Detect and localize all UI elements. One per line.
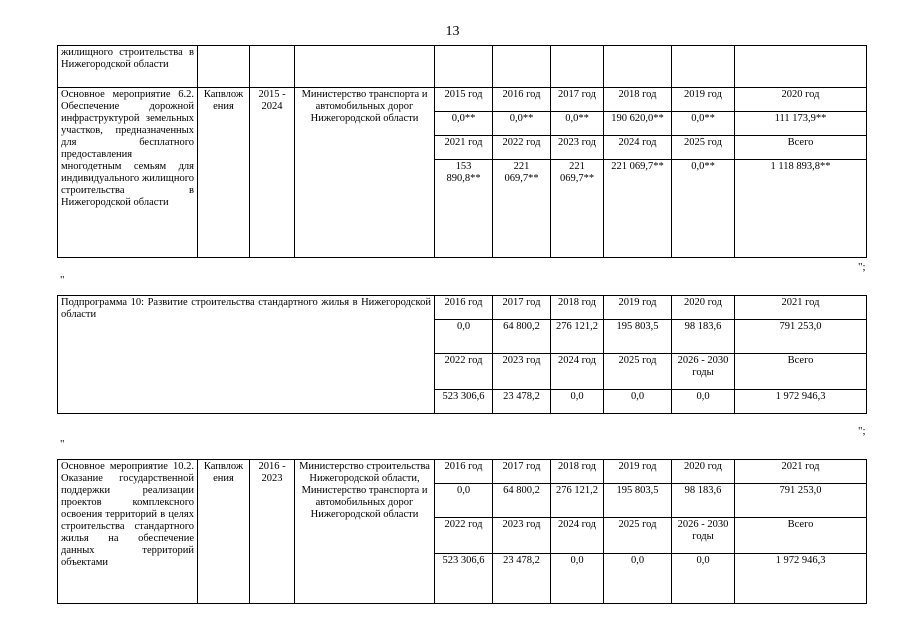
value-cell: 64 800,2 — [493, 484, 551, 518]
year-cell: 2016 год — [493, 88, 551, 112]
year-cell: 2025 год — [672, 136, 735, 160]
year-cell: 2024 год — [604, 136, 672, 160]
executor: Министерство транспорта и автомобильных дорог Нижегородской области — [295, 88, 435, 258]
year-cell: 2026 - 2030 годы — [672, 354, 735, 390]
value-cell: 0,0** — [435, 112, 493, 136]
table-subprogram-10 — [57, 295, 867, 414]
page-number: 13 — [445, 24, 460, 39]
value-cell: 0,0 — [604, 554, 672, 604]
year-cell: 2024 год — [551, 354, 604, 390]
year-cell: 2022 год — [435, 518, 493, 554]
year-cell: 2016 год — [435, 296, 493, 320]
year-cell: Всего — [735, 354, 867, 390]
value-cell: 0,0 — [551, 390, 604, 414]
year-cell: 2018 год — [551, 460, 604, 484]
value-cell: 0,0 — [435, 484, 493, 518]
year-cell: 2017 год — [551, 88, 604, 112]
value-cell: 23 478,2 — [493, 554, 551, 604]
carry-over-text: жилищного строительства в Нижегородской области — [58, 46, 198, 88]
funding-type: Капвлож ения — [198, 88, 250, 258]
year-cell: 2025 год — [604, 354, 672, 390]
value-cell: 221 069,7** — [551, 160, 604, 258]
year-cell: 2021 год — [735, 296, 867, 320]
activity-name: Основное мероприятие 6.2. Обеспечение дорожной инфраструктурой земельных участков, предназначенных для бесплатного предоставления многодетным семьям для индивидуального жилищного строительства в Нижегородской области — [58, 88, 198, 258]
value-cell: 1 972 946,3 — [735, 554, 867, 604]
year-cell: 2022 год — [493, 136, 551, 160]
value-cell: 276 121,2 — [551, 484, 604, 518]
year-cell: 2019 год — [604, 460, 672, 484]
value-cell: 98 183,6 — [672, 320, 735, 354]
value-cell: 111 173,9** — [735, 112, 867, 136]
value-cell: 0,0 — [672, 390, 735, 414]
table-block-10-2 — [57, 459, 867, 604]
value-cell: 98 183,6 — [672, 484, 735, 518]
opening-quote-mark: " — [60, 274, 65, 286]
value-cell: 523 306,6 — [435, 390, 493, 414]
funding-type: Капвлож ения — [198, 460, 250, 604]
value-cell: 0,0 — [435, 320, 493, 354]
value-cell: 221 069,7** — [604, 160, 672, 258]
year-cell: 2020 год — [672, 460, 735, 484]
period: 2015 - 2024 — [250, 88, 295, 258]
year-cell: 2025 год — [604, 518, 672, 554]
executor: Министерство строительства Нижегородской области, Министерство транспорта и автомобильных дорог Нижегородской области — [295, 460, 435, 604]
period: 2016 - 2023 — [250, 460, 295, 604]
value-cell: 153 890,8** — [435, 160, 493, 258]
year-cell: 2023 год — [493, 518, 551, 554]
value-cell: 276 121,2 — [551, 320, 604, 354]
value-cell: 791 253,0 — [735, 320, 867, 354]
activity-name: Основное мероприятие 10.2. Оказание государственной поддержки реализации проектов комплексного освоения территорий в целях строительства стандартного жилья на обеспечение данных территорий объектами — [58, 460, 198, 604]
year-cell: 2020 год — [735, 88, 867, 112]
year-cell: 2018 год — [551, 296, 604, 320]
table-block-6-2 — [57, 45, 867, 258]
value-cell: 523 306,6 — [435, 554, 493, 604]
year-cell: 2020 год — [672, 296, 735, 320]
value-cell: 1 118 893,8** — [735, 160, 867, 258]
year-cell: Всего — [735, 136, 867, 160]
year-cell: 2022 год — [435, 354, 493, 390]
value-cell: 1 972 946,3 — [735, 390, 867, 414]
year-cell: 2017 год — [493, 460, 551, 484]
year-cell: 2026 - 2030 годы — [672, 518, 735, 554]
value-cell: 190 620,0** — [604, 112, 672, 136]
value-cell: 195 803,5 — [604, 484, 672, 518]
year-cell: 2019 год — [672, 88, 735, 112]
subprogram-title: Подпрограмма 10: Развитие строительства стандартного жилья в Нижегородской области — [58, 296, 435, 414]
year-cell: 2021 год — [435, 136, 493, 160]
year-cell: 2015 год — [435, 88, 493, 112]
value-cell: 0,0 — [551, 554, 604, 604]
year-cell: Всего — [735, 518, 867, 554]
year-cell: 2023 год — [551, 136, 604, 160]
closing-quote-mark: "; — [858, 261, 866, 273]
value-cell: 791 253,0 — [735, 484, 867, 518]
year-cell: 2016 год — [435, 460, 493, 484]
year-cell: 2018 год — [604, 88, 672, 112]
year-cell: 2017 год — [493, 296, 551, 320]
value-cell: 0,0** — [493, 112, 551, 136]
value-cell: 0,0 — [672, 554, 735, 604]
value-cell: 0,0** — [672, 160, 735, 258]
value-cell: 0,0** — [672, 112, 735, 136]
opening-quote-mark: " — [60, 438, 65, 450]
value-cell: 0,0** — [551, 112, 604, 136]
value-cell: 0,0 — [604, 390, 672, 414]
value-cell: 23 478,2 — [493, 390, 551, 414]
year-cell: 2023 год — [493, 354, 551, 390]
year-cell: 2021 год — [735, 460, 867, 484]
year-cell: 2024 год — [551, 518, 604, 554]
value-cell: 195 803,5 — [604, 320, 672, 354]
closing-quote-mark: "; — [858, 425, 866, 437]
value-cell: 221 069,7** — [493, 160, 551, 258]
year-cell: 2019 год — [604, 296, 672, 320]
value-cell: 64 800,2 — [493, 320, 551, 354]
